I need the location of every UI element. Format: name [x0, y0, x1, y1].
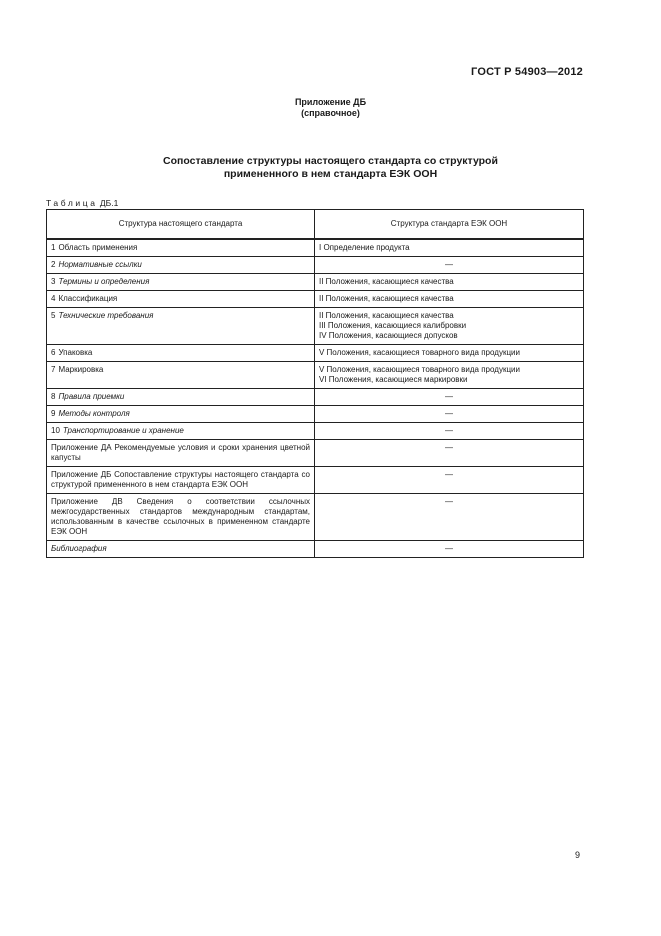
- cell-unece-standard-section: [315, 541, 584, 558]
- section-title: Методы контроля: [58, 409, 130, 418]
- section-number: 2: [51, 260, 56, 269]
- table-row: [47, 345, 584, 362]
- section-title: Термины и определения: [58, 277, 150, 286]
- section-number: 10: [51, 426, 60, 435]
- column-header-unece-standard: Структура стандарта ЕЭК ООН: [315, 210, 584, 240]
- table-row: [47, 274, 584, 291]
- cell-unece-standard-section: [315, 440, 584, 467]
- section-title: Нормативные ссылки: [58, 260, 142, 269]
- table-row: [47, 440, 584, 467]
- section-title: Технические требования: [58, 311, 154, 320]
- cell-unece-standard-section: [315, 406, 584, 423]
- table-caption: [46, 198, 118, 208]
- unece-section-line: —: [445, 544, 453, 553]
- table-row: [47, 291, 584, 308]
- cell-current-standard-section: [47, 467, 315, 494]
- structure-comparison-table: [46, 209, 584, 558]
- section-number: 8: [51, 392, 56, 401]
- unece-section-line: —: [445, 426, 453, 435]
- section-number: 5: [51, 311, 56, 320]
- cell-current-standard-section: [47, 308, 315, 345]
- page-number: 9: [574, 850, 580, 860]
- section-title: Приложение ДА Рекомендуемые условия и сроки хранения цветной капусты: [51, 443, 310, 462]
- unece-section-line: —: [445, 392, 453, 401]
- unece-section-line: —: [445, 497, 453, 506]
- table-row: [47, 362, 584, 389]
- table-row: [47, 494, 584, 541]
- appendix-heading: [0, 97, 661, 119]
- table-row: [47, 308, 584, 345]
- section-title-line-2: примененного в нем стандарта ЕЭК ООН: [223, 168, 438, 180]
- unece-section-line: VI Положения, касающиеся маркировки: [319, 375, 468, 384]
- table-caption-word: Таблица: [46, 198, 98, 208]
- section-number: 7: [51, 365, 56, 374]
- table-caption-id: ДБ.1: [99, 198, 119, 208]
- cell-unece-standard-section: [315, 494, 584, 541]
- cell-current-standard-section: [47, 423, 315, 440]
- unece-section-line: V Положения, касающиеся товарного вида продукции: [319, 365, 520, 374]
- unece-section-line: —: [445, 470, 453, 479]
- cell-current-standard-section: [47, 345, 315, 362]
- section-title: Маркировка: [58, 365, 104, 374]
- unece-section-line: I Определение продукта: [319, 243, 410, 252]
- cell-current-standard-section: [47, 406, 315, 423]
- table-row: [47, 257, 584, 274]
- cell-current-standard-section: [47, 274, 315, 291]
- table-row: [47, 239, 584, 257]
- cell-unece-standard-section: [315, 467, 584, 494]
- section-title: Приложение ДВ Сведения о соответствии ссылочных межгосударственных стандартов международным стандартам, использованным в качестве ссылочных в примененном стандарте ЕЭК ООН: [51, 497, 310, 536]
- cell-unece-standard-section: [315, 291, 584, 308]
- cell-current-standard-section: [47, 440, 315, 467]
- section-number: 6: [51, 348, 56, 357]
- unece-section-line: II Положения, касающиеся качества: [319, 277, 454, 286]
- cell-current-standard-section: [47, 362, 315, 389]
- unece-section-line: III Положения, касающиеся калибровки: [319, 321, 467, 330]
- section-title: Область применения: [58, 243, 138, 252]
- table-header-row: [47, 210, 584, 240]
- table-row: [47, 389, 584, 406]
- section-number: 4: [51, 294, 56, 303]
- cell-current-standard-section: [47, 389, 315, 406]
- cell-unece-standard-section: [315, 423, 584, 440]
- section-title: Библиография: [51, 544, 107, 553]
- cell-current-standard-section: [47, 494, 315, 541]
- cell-unece-standard-section: [315, 362, 584, 389]
- unece-section-line: II Положения, касающиеся качества: [319, 311, 454, 320]
- column-header-current-standard: Структура настоящего стандарта: [47, 210, 315, 240]
- unece-section-line: II Положения, касающиеся качества: [319, 294, 454, 303]
- cell-current-standard-section: [47, 239, 315, 257]
- cell-current-standard-section: [47, 291, 315, 308]
- appendix-title: Приложение ДБ: [294, 97, 367, 107]
- cell-unece-standard-section: [315, 308, 584, 345]
- section-title: Упаковка: [58, 348, 93, 357]
- cell-unece-standard-section: [315, 239, 584, 257]
- section-title: Классификация: [58, 294, 118, 303]
- section-title: [0, 155, 661, 181]
- table-row: [47, 406, 584, 423]
- cell-current-standard-section: [47, 257, 315, 274]
- cell-current-standard-section: [47, 541, 315, 558]
- cell-unece-standard-section: [315, 257, 584, 274]
- section-title: Транспортирование и хранение: [62, 426, 184, 435]
- unece-section-line: V Положения, касающиеся товарного вида продукции: [319, 348, 520, 357]
- table-row: [47, 467, 584, 494]
- section-title: Приложение ДБ Сопоставление структуры настоящего стандарта со структурой примененного в нем стандарта ЕЭК ООН: [51, 470, 310, 489]
- section-title: Правила приемки: [58, 392, 125, 401]
- unece-section-line: IV Положения, касающиеся допусков: [319, 331, 458, 340]
- unece-section-line: —: [445, 409, 453, 418]
- section-number: 1: [51, 243, 56, 252]
- table-body: [47, 239, 584, 558]
- section-number: 3: [51, 277, 56, 286]
- cell-unece-standard-section: [315, 274, 584, 291]
- section-title-line-1: Сопоставление структуры настоящего стандарта со структурой: [163, 155, 498, 167]
- document-code: ГОСТ Р 54903—2012: [471, 66, 583, 78]
- table-row: [47, 423, 584, 440]
- appendix-subtitle: (справочное): [301, 108, 360, 118]
- unece-section-line: —: [445, 443, 453, 452]
- unece-section-line: —: [445, 260, 453, 269]
- cell-unece-standard-section: [315, 389, 584, 406]
- section-number: 9: [51, 409, 56, 418]
- table-row: [47, 541, 584, 558]
- cell-unece-standard-section: [315, 345, 584, 362]
